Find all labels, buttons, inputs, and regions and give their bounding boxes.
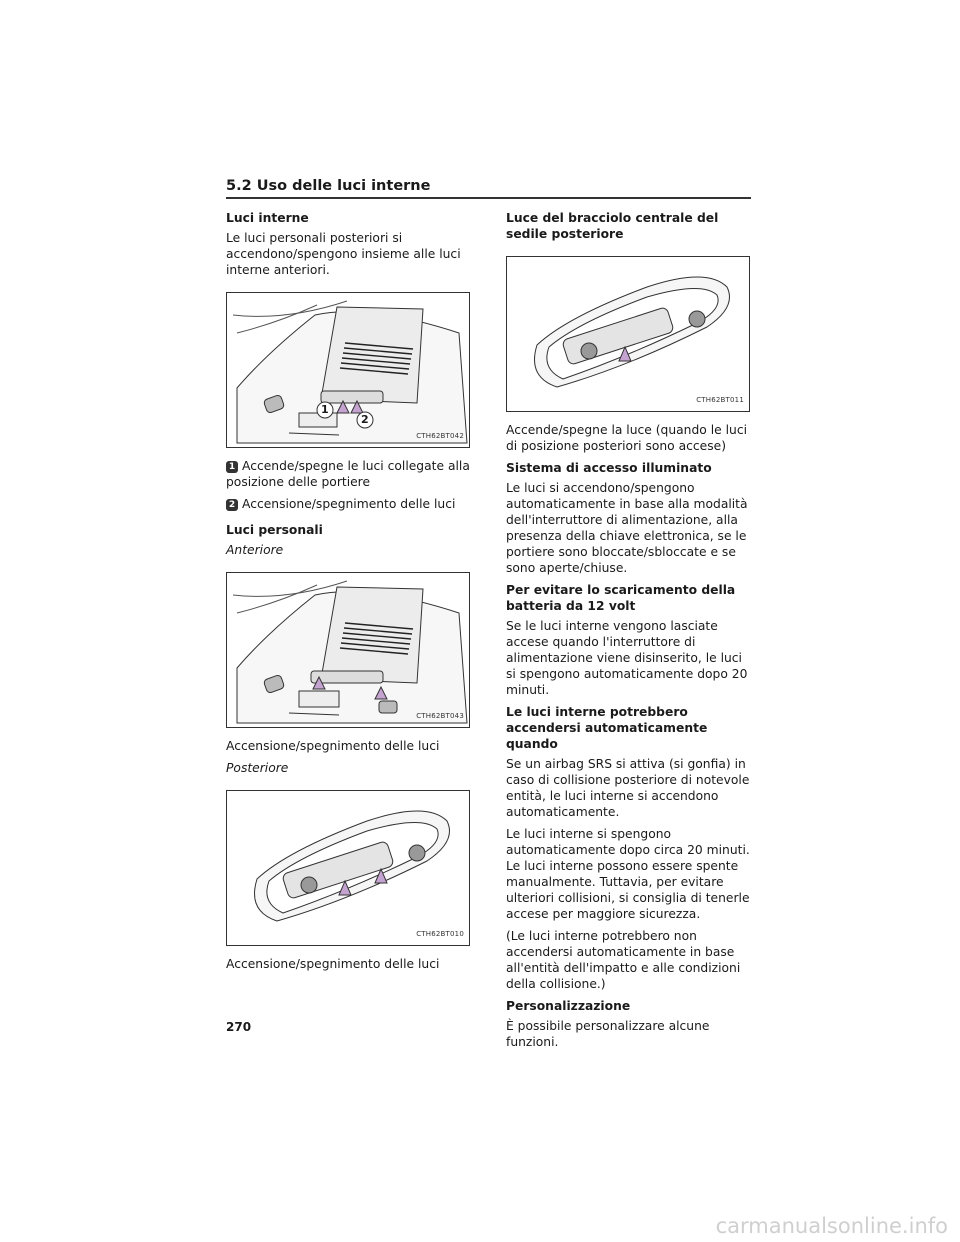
armrest-heading: Luce del bracciolo centrale del sedile posteriore bbox=[506, 211, 719, 241]
page-number: 270 bbox=[226, 1020, 252, 1034]
figure-code: CTH62BT043 bbox=[416, 712, 464, 720]
section-rule bbox=[226, 197, 751, 199]
interior-heading: Luci interne bbox=[226, 211, 309, 225]
personal-lights-heading: Luci personali bbox=[226, 523, 323, 537]
auto-on-text-2: Le luci interne si spengono automaticamente dopo circa 20 minuti. Le luci interne possono essere spente manualmente. Tuttavia, per evitare ulteriori collisioni, si consiglia di tenerle accese per maggiore sicurezza. bbox=[506, 827, 750, 921]
numbered-item-2 bbox=[226, 496, 474, 512]
customization-heading: Personalizzazione bbox=[506, 999, 631, 1013]
callout-2: 2 bbox=[361, 413, 369, 426]
callout-1: 1 bbox=[321, 403, 329, 416]
item-text: Accende/spegne le luci collegate alla posizione delle portiere bbox=[226, 459, 470, 489]
front-personal-lights-illustration bbox=[227, 573, 469, 727]
battery-heading: Per evitare lo scaricamento della batteria da 12 volt bbox=[506, 583, 736, 613]
front-label: Anteriore bbox=[226, 543, 284, 557]
figure-rear-personal-lights bbox=[226, 790, 470, 946]
item-text: Accensione/spegnimento delle luci bbox=[242, 497, 456, 511]
interior-text: Le luci personali posteriori si accendono/spengono insieme alle luci interne anteriori. bbox=[226, 231, 461, 277]
right-column bbox=[506, 210, 754, 1056]
auto-on-text-3: (Le luci interne potrebbero non accendersi automaticamente in base all'entità dell'impatto e alle condizioni della collisione.) bbox=[506, 929, 741, 991]
figure-front-personal-lights bbox=[226, 572, 470, 728]
rear-label: Posteriore bbox=[226, 761, 289, 775]
section-title: 5.2 Uso delle luci interne bbox=[226, 178, 431, 194]
item-number-badge: 2 bbox=[226, 499, 238, 511]
entry-system-text: Le luci si accendono/spengono automaticamente in base alla modalità dell'interruttore di alimentazione, alla presenza della chiave elettronica, se le portiere sono bloccate/sbloccate e se sono aperte/chiuse. bbox=[506, 481, 748, 575]
auto-on-text-1: Se un airbag SRS si attiva (si gonfia) in caso di collisione posteriore di notevole entità, le luci interne si accendono automaticamente. bbox=[506, 757, 750, 819]
front-caption: Accensione/spegnimento delle luci bbox=[226, 739, 440, 753]
section-header bbox=[226, 178, 751, 199]
figure-rear-armrest-light bbox=[506, 256, 750, 412]
figure-code: CTH62BT042 bbox=[416, 432, 464, 440]
rear-personal-lights-illustration bbox=[227, 791, 469, 945]
armrest-light-illustration bbox=[507, 257, 749, 411]
numbered-item-1 bbox=[226, 458, 474, 490]
entry-system-heading: Sistema di accesso illuminato bbox=[506, 461, 712, 475]
watermark: carmanualsonline.info bbox=[715, 1214, 948, 1238]
figure-code: CTH62BT011 bbox=[696, 396, 744, 404]
customization-text: È possibile personalizzare alcune funzioni. bbox=[506, 1019, 710, 1049]
armrest-text: Accende/spegne la luce (quando le luci di posizione posteriori sono accese) bbox=[506, 423, 747, 453]
front-console-illustration bbox=[227, 293, 469, 447]
figure-code: CTH62BT010 bbox=[416, 930, 464, 938]
battery-text: Se le luci interne vengono lasciate accese quando l'interruttore di alimentazione viene disinserito, le luci si spengono automaticamente dopo 20 minuti. bbox=[506, 619, 748, 697]
left-column bbox=[226, 210, 474, 978]
rear-caption: Accensione/spegnimento delle luci bbox=[226, 957, 440, 971]
item-number-badge: 1 bbox=[226, 461, 238, 473]
auto-on-heading: Le luci interne potrebbero accendersi automaticamente quando bbox=[506, 705, 708, 751]
figure-front-console-callouts bbox=[226, 292, 470, 448]
